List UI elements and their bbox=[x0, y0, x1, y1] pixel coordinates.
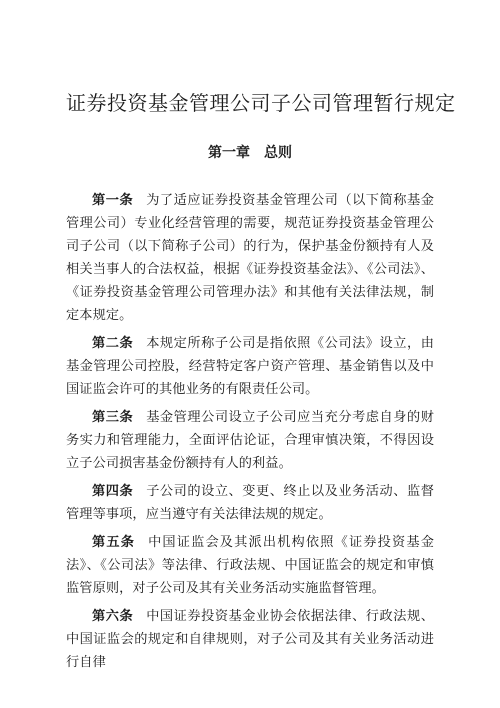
article-2 bbox=[66, 332, 434, 401]
article-number: 第六条 bbox=[92, 609, 134, 624]
article-5 bbox=[66, 531, 434, 600]
article-1 bbox=[66, 189, 434, 327]
document-title: 证券投资基金管理公司子公司管理暂行规定 bbox=[66, 91, 456, 115]
article-number: 第二条 bbox=[92, 336, 134, 351]
article-text: 为了适应证券投资基金管理公司（以下简称基金管理公司）专业化经营管理的需要，规范证券投资基金管理公司子公司（以下简称子公司）的行为，保护基金份额持有人及相关当事人的合法权益，根据《证券投资基金法》、《公司法》、《证券投资基金管理公司管理办法》和其他有关法律法规，制定本规定。 bbox=[66, 193, 434, 323]
article-number: 第四条 bbox=[92, 484, 134, 499]
article-text: 中国证监会及其派出机构依照《证券投资基金法》、《公司法》等法律、行政法规、中国证监会的规定和审慎监管原则，对子公司及其有关业务活动实施监督管理。 bbox=[66, 535, 434, 596]
article-list bbox=[66, 189, 434, 674]
chapter-heading bbox=[66, 116, 434, 163]
article-text: 基金管理公司设立子公司应当充分考虑自身的财务实力和管理能力，全面评估论证，合理审慎决策，不得因设立子公司损害基金份额持有人的利益。 bbox=[66, 410, 434, 471]
article-number: 第一条 bbox=[92, 193, 134, 208]
chapter-title: 总则 bbox=[264, 145, 292, 161]
article-3 bbox=[66, 406, 434, 475]
article-text: 本规定所称子公司是指依照《公司法》设立，由基金管理公司控股，经营特定客户资产管理、基金销售以及中国证监会许可的其他业务的有限责任公司。 bbox=[66, 336, 434, 397]
article-number: 第五条 bbox=[92, 535, 136, 550]
chapter-number: 第一章 bbox=[208, 145, 250, 161]
article-6 bbox=[66, 605, 434, 674]
article-text: 中国证券投资基金业协会依据法律、行政法规、中国证监会的规定和自律规则，对子公司及其有关业务活动进行自律 bbox=[66, 609, 434, 670]
article-text: 子公司的设立、变更、终止以及业务活动、监督管理等事项，应当遵守有关法律法规的规定。 bbox=[66, 484, 434, 522]
article-number: 第三条 bbox=[92, 410, 134, 425]
article-4 bbox=[66, 480, 434, 526]
